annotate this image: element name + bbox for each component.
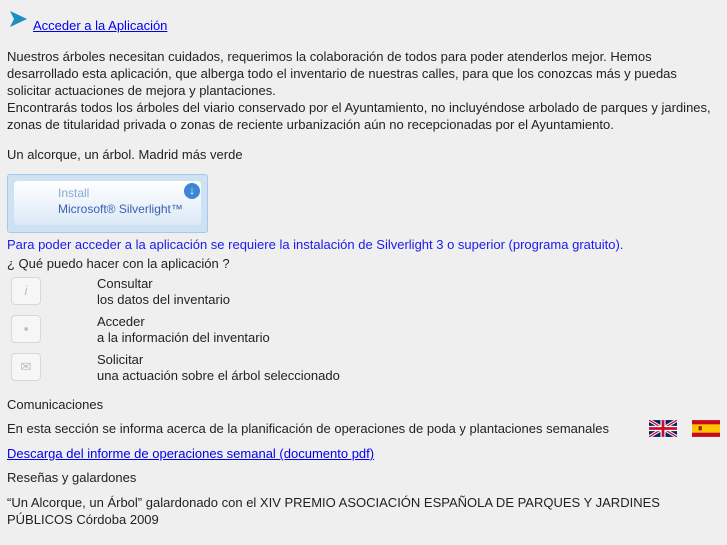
document-icon: ▪ [11, 315, 41, 343]
download-report-link[interactable]: Descarga del informe de operaciones semanal (documento pdf) [7, 446, 375, 461]
feature-title: Consultar [97, 276, 153, 291]
slogan: Un alcorque, un árbol. Madrid más verde [7, 147, 243, 162]
feature-desc: una actuación sobre el árbol seleccionado [97, 368, 340, 383]
feature-title: Acceder [97, 314, 145, 329]
install-label: Install [58, 186, 90, 200]
awards-text: “Un Alcorque, un Árbol” galardonado con el XIV PREMIO ASOCIACIÓN ESPAÑOLA DE PARQUES Y JARDINES PÚBLICOS Córdoba 2009 [7, 495, 660, 527]
feature-desc: los datos del inventario [97, 292, 230, 307]
silverlight-brand: Microsoft® Silverlight™ [58, 202, 183, 216]
intro-text [7, 48, 719, 133]
awards-heading: Reseñas y galardones [7, 470, 137, 485]
access-app-link[interactable]: Acceder a la Aplicación [33, 18, 168, 33]
silverlight-notice: Para poder acceder a la aplicación se requiere la instalación de Silverlight 3 o superior (programa gratuito). [7, 237, 624, 252]
intro-paragraph: Nuestros árboles necesitan cuidados, requerimos la colaboración de todos para poder atenderlos mejor. Hemos desarrollado esta aplicación, que alberga todo el inventario de nuestras calles, para que los conozcas más y puedas solicitar actuaciones de mejora y plantaciones. [7, 49, 677, 98]
spanish-flag-icon[interactable] [692, 420, 720, 437]
english-flag-icon[interactable] [649, 420, 677, 437]
feature-title: Solicitar [97, 352, 144, 367]
arrow-icon [10, 11, 27, 27]
comms-text: En esta sección se informa acerca de la planificación de operaciones de poda y plantaciones semanales [7, 421, 609, 436]
comms-heading: Comunicaciones [7, 397, 104, 412]
download-icon: ↓ [184, 183, 200, 199]
install-silverlight-button[interactable] [7, 174, 208, 233]
intro-paragraph: Encontrarás todos los árboles del viario conservado por el Ayuntamiento, no incluyéndose arbolado de parques y jardines, zonas de titularidad privada o zonas de reciente urbanización aún no recepcionadas por el Ayuntamiento. [7, 100, 711, 132]
info-icon: i [11, 277, 41, 305]
feature-desc: a la información del inventario [97, 330, 270, 345]
mail-icon: ✉ [11, 353, 41, 381]
features-question: ¿ Qué puedo hacer con la aplicación ? [7, 256, 230, 271]
